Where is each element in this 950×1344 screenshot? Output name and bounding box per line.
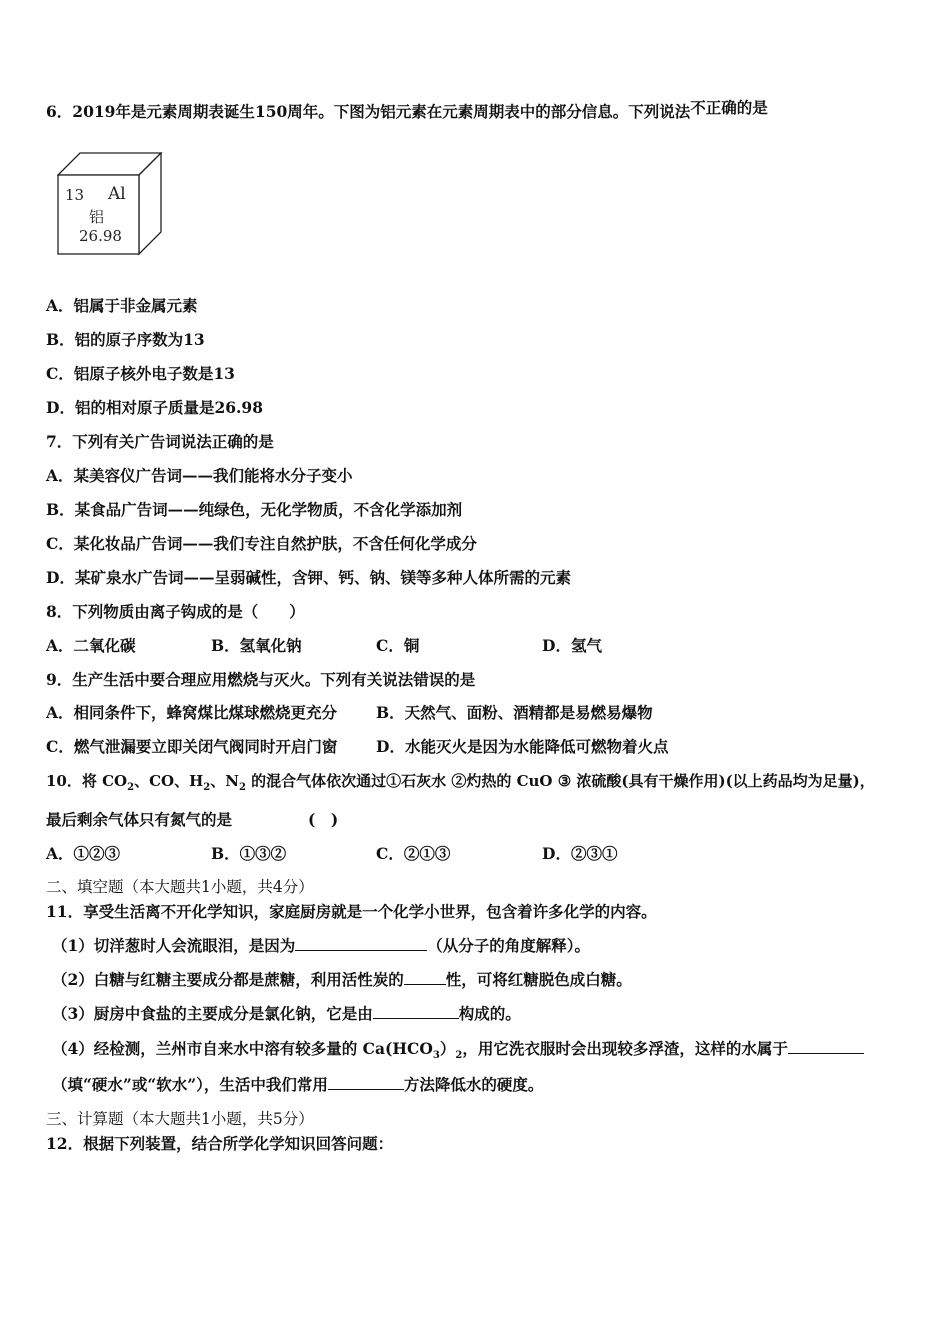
q11-p4-sub: 3 xyxy=(432,1050,440,1062)
q11-p3-text: （3）厨房中食盐的主要成分是氯化钠，它是由 xyxy=(52,1004,373,1023)
q11-p1-blank xyxy=(295,936,427,951)
q11-p5-text: （填“硬水”或“软水”），生活中我们常用 xyxy=(52,1075,328,1094)
q8-option-a: A．二氧化碳 xyxy=(46,636,136,655)
q12-stem: 12．根据下列装置，结合所学化学知识回答问题： xyxy=(46,1134,394,1153)
q11-p4-blank xyxy=(788,1039,864,1054)
q7-option-c: C．某化妆品广告词——我们专注自然护肤，不含任何化学成分 xyxy=(46,534,477,553)
aluminum-element-tile xyxy=(57,152,163,256)
q9-option-b: B．天然气、面粉、酒精都是易燃易爆物 xyxy=(376,703,653,722)
q7-stem: 7．下列有关广告词说法正确的是 xyxy=(46,432,274,451)
q11-p4-tail: ，用它洗衣服时会出现较多浮渣，这样的水属于 xyxy=(462,1039,788,1058)
q9-option-a: A．相同条件下，蜂窝煤比煤球燃烧更充分 xyxy=(46,703,338,722)
section-2-heading: 二、填空题（本大题共1小题，共4分） xyxy=(46,878,314,896)
q11-p3-tail: 构成的。 xyxy=(458,1004,521,1023)
q6-option-b: B．铝的原子序数为13 xyxy=(46,330,205,349)
q6-stem-text: 6．2019年是元素周期表诞生150周年。下图为铝元素在元素周期表中的部分信息。下列说法 xyxy=(46,102,691,121)
q10-answer-paren: ( ) xyxy=(308,810,339,829)
q8-stem: 8．下列物质由离子钩成的是（ ） xyxy=(46,602,305,621)
q11-p5-tail: 方法降低水的硬度。 xyxy=(403,1075,544,1094)
q11-stem: 11．享受生活离不开化学知识，家庭厨房就是一个化学小世界，包含着许多化学的内容。 xyxy=(46,902,657,921)
q10-option-d: D．②③① xyxy=(542,844,618,863)
q9-option-c: C．燃气泄漏要立即关闭气阀同时开启门窗 xyxy=(46,737,338,756)
q10-stem-d: 的混合气体依次通过①石灰水 ②灼热的 CuO ③ 浓硫酸(具有干燥作用)(以上药品均为足量)， xyxy=(245,772,875,790)
q10-stem2: 最后剩余气体只有氮气的是 xyxy=(46,810,233,829)
q6-option-c: C．铝原子核外电子数是13 xyxy=(46,364,235,383)
q11-p2-text: （2）白糖与红糖主要成分都是蔗糖，利用活性炭的 xyxy=(52,970,404,989)
q6-stem xyxy=(46,98,768,122)
q11-p4-text: （4）经检测，兰州市自来水中溶有较多量的 Ca(HCO xyxy=(52,1039,433,1058)
q11-p1-tail: （从分子的角度解释）。 xyxy=(427,936,591,955)
q11-part4-line2 xyxy=(52,1075,543,1095)
q10-stem-a: 10．将 CO xyxy=(46,772,128,790)
q7-option-a: A．某美容仪广告词——我们能将水分子变小 xyxy=(46,466,353,485)
element-name: 铝 xyxy=(89,208,105,226)
q6-option-d: D．铝的相对原子质量是26.98 xyxy=(46,398,263,417)
q10-option-c: C．②①③ xyxy=(376,844,451,863)
q10-stem-c: 、N xyxy=(210,772,239,790)
q10-option-b: B．①③② xyxy=(211,844,287,863)
q10-sub3: 2 xyxy=(238,782,246,793)
q10-options xyxy=(46,844,926,864)
q11-p4-paren: ） xyxy=(439,1039,456,1058)
q8-option-d: D．氢气 xyxy=(542,636,602,655)
q8-option-b: B．氢氧化钠 xyxy=(211,636,302,655)
q11-p2-tail: 性，可将红糖脱色成白糖。 xyxy=(445,970,632,989)
element-symbol: Al xyxy=(108,184,126,204)
q11-p5-blank xyxy=(328,1075,404,1090)
q10-sub2: 2 xyxy=(203,782,211,793)
q11-p4-sub2: 2 xyxy=(455,1050,463,1062)
q11-part1 xyxy=(52,936,590,956)
q7-option-d: D．某矿泉水广告词——呈弱碱性，含钾、钙、钠、镁等多种人体所需的元素 xyxy=(46,568,571,587)
q10-stem xyxy=(46,771,875,791)
q9-options-row2 xyxy=(46,737,926,757)
q11-part4 xyxy=(52,1039,864,1062)
q11-part2 xyxy=(52,970,632,990)
q11-part3 xyxy=(52,1004,521,1024)
q8-option-c: C．铜 xyxy=(376,636,420,655)
q10-stem-b: 、CO、H xyxy=(134,772,204,790)
q8-options xyxy=(46,636,926,656)
q10-stem-line2 xyxy=(46,810,926,830)
q11-p2-blank xyxy=(404,970,446,985)
q6-stem-tail: 不正确的是 xyxy=(690,98,768,117)
q9-stem: 9．生产生活中要合理应用燃烧与灭火。下列有关说法错误的是 xyxy=(46,670,476,689)
atomic-number: 13 xyxy=(65,186,85,204)
atomic-mass: 26.98 xyxy=(79,227,122,245)
section-3-heading: 三、计算题（本大题共1小题，共5分） xyxy=(46,1110,314,1128)
q10-sub1: 2 xyxy=(127,782,135,793)
q9-option-d: D．水能灭火是因为水能降低可燃物着火点 xyxy=(376,737,669,756)
q11-p1-text: （1）切洋葱时人会流眼泪，是因为 xyxy=(52,936,296,955)
q6-option-a: A．铝属于非金属元素 xyxy=(46,296,198,315)
q9-options-row1 xyxy=(46,703,926,723)
q10-option-a: A．①②③ xyxy=(46,844,121,863)
q11-p3-blank xyxy=(373,1004,459,1019)
q7-option-b: B．某食品广告词——纯绿色，无化学物质，不含化学添加剂 xyxy=(46,500,463,519)
